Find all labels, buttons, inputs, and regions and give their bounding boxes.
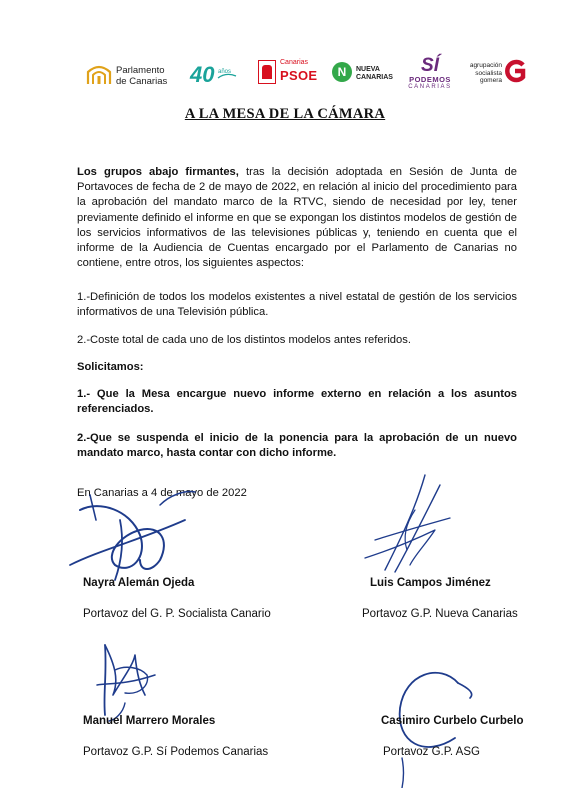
signatory-name-3: Manuel Marrero Morales <box>83 715 216 727</box>
signature-campos <box>355 470 465 580</box>
forty-text: años <box>218 69 232 75</box>
psoe-logo <box>258 56 324 96</box>
signatory-name-1: Nayra Alemán Ojeda <box>83 577 195 589</box>
signatory-role-4: Portavoz G.P. ASG <box>383 746 480 758</box>
nueva-canarias-icon: N <box>332 62 352 82</box>
document-title: A LA MESA DE LA CÁMARA <box>184 106 386 122</box>
parlamento-canarias-logo <box>86 56 182 96</box>
intro-text: tras la decisión adoptada en Sesión de Junta de Portavoces de fecha de 2 de mayo de 2022, en relación al inicio del procedimiento para la aprobación del mandato marco de la RTVC, siendo de necesidad por ley, tener previamente definido el informe en que se expongan los distintos modelos de gestión de los servicios informativos de las televisiones públicas y, teniendo en cuenta que el informe de la Audiencia de Cuentas encargado por el Parlamento de Canarias no contiene, entre otros, los siguientes aspectos: <box>77 166 517 270</box>
asg-line2: socialista <box>475 69 502 77</box>
forty-number: 40 <box>190 62 215 87</box>
signatory-name-4: Casimiro Curbelo Curbelo <box>381 715 524 727</box>
nc-line2: CANARIAS <box>356 74 393 81</box>
podemos-si: SÍ <box>421 55 439 76</box>
document-date: En Canarias a 4 de mayo de 2022 <box>77 487 247 499</box>
asg-line1: agrupación <box>469 62 502 69</box>
psoe-region: Canarias <box>280 59 309 66</box>
podemos-line2: CANARIAS <box>408 84 452 90</box>
signatory-role-3: Portavoz G.P. Sí Podemos Canarias <box>83 746 269 758</box>
signatory-name-2: Luis Campos Jiménez <box>370 577 491 589</box>
intro-bold: Los grupos abajo firmantes, <box>77 166 239 178</box>
forty-years-emblem-icon <box>188 56 244 96</box>
parlamento-line1: Parlamento <box>116 65 165 76</box>
intro-paragraph <box>77 165 517 271</box>
signature-marrero <box>85 625 175 725</box>
asg-line3: gomera <box>479 77 502 84</box>
signatory-role-1: Portavoz del G. P. Socialista Canario <box>83 608 271 620</box>
request-2: 2.-Que se suspenda el inicio de la ponencia para la aprobación de un nuevo mandato marco, hasta contar con dicho informe. <box>77 432 517 460</box>
logo-strip <box>86 56 526 96</box>
psoe-name: PSOE <box>280 68 318 83</box>
point-1: 1.-Definición de todos los modelos existentes a nivel estatal de gestión de los servicios informativos de una Televisión pública. <box>77 291 517 319</box>
psoe-fist-icon <box>258 60 276 84</box>
asg-g-icon <box>504 58 526 84</box>
point-2: 2.-Coste total de cada uno de los distintos modelos antes referidos. <box>77 334 411 346</box>
parlamento-emblem-icon <box>86 62 112 88</box>
podemos-logo <box>406 56 454 96</box>
parlamento-line2: de Canarias <box>116 76 168 87</box>
asg-logo <box>464 56 526 96</box>
solicitamos-heading: Solicitamos: <box>77 361 144 373</box>
signatory-role-2: Portavoz G.P. Nueva Canarias <box>362 608 518 620</box>
request-1: 1.- Que la Mesa encargue nuevo informe externo en relación a los asuntos referenciados. <box>77 388 517 416</box>
nueva-canarias-logo <box>332 56 398 96</box>
forty-years-logo <box>188 56 244 96</box>
nc-line1: NUEVA <box>356 66 380 73</box>
podemos-line1: PODEMOS <box>409 75 451 84</box>
